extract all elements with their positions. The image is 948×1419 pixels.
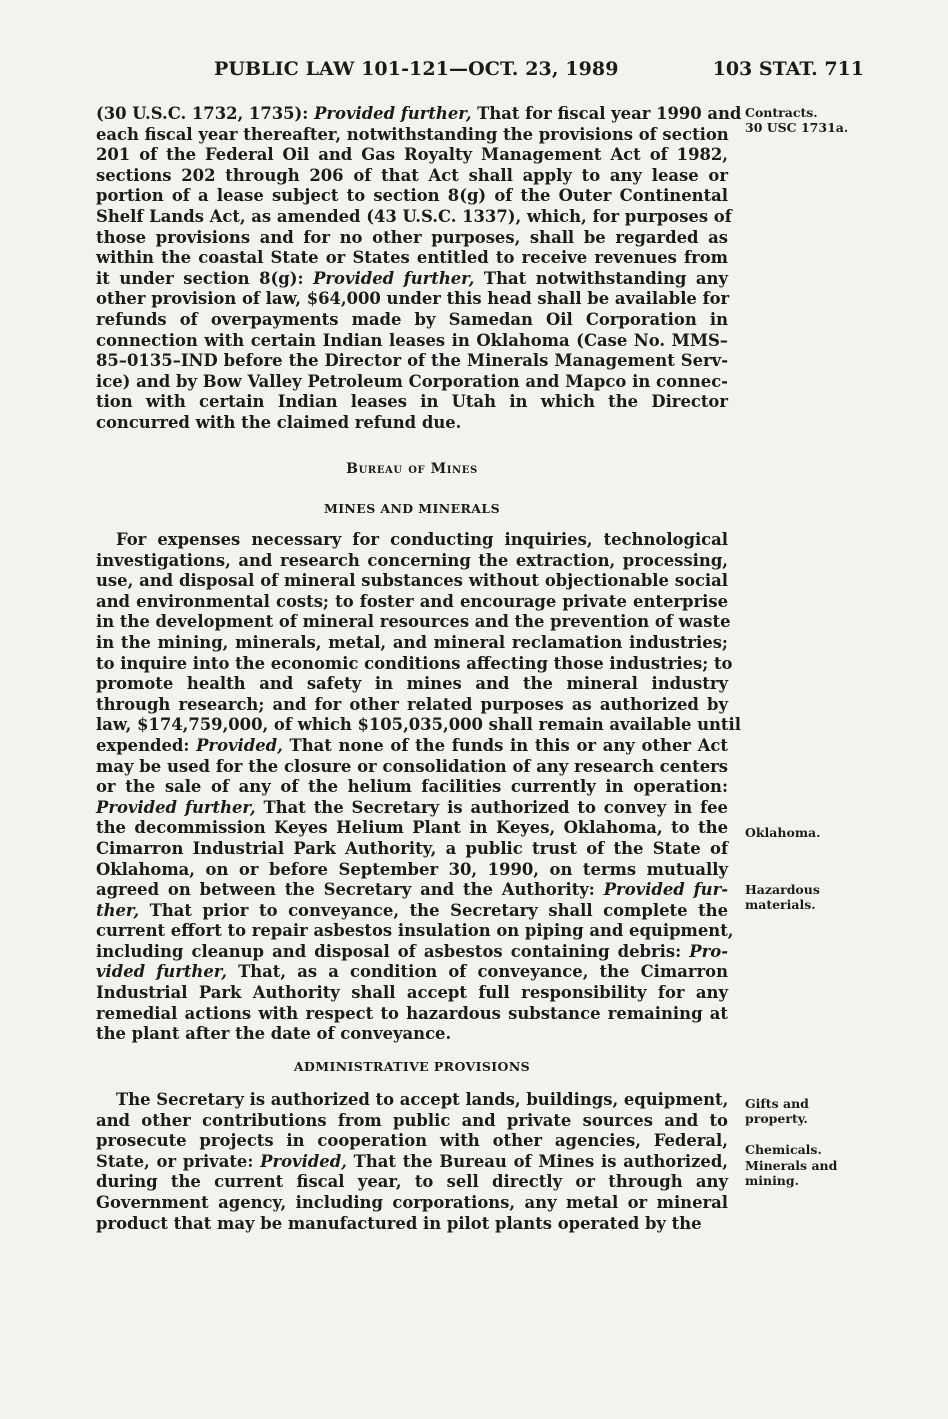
text-line: connection with certain Indian leases in Oklahoma (Case No. MMS– (96, 330, 728, 350)
heading-administrative-provisions: ADMINISTRATIVE PROVISIONS (293, 1059, 531, 1074)
text-line: and environmental costs; to foster and encourage private enterprise (96, 591, 728, 611)
text-line: use, and disposal of mineral substances without objectionable social (96, 571, 728, 591)
margin-note-chemicals: Chemicals. (745, 1142, 822, 1157)
text-line: refunds of overpayments made by Samedan Oil Corporation in (96, 309, 728, 329)
text-line: including cleanup and disposal of asbestos containing debris: Pro- (96, 941, 728, 961)
text-line: to inquire into the economic conditions affecting those industries; to (96, 653, 733, 673)
text-line: expended: Provided, That none of the funds in this or any other Act (96, 735, 728, 755)
text-line: remedial actions with respect to hazardous substance remaining at (96, 1003, 728, 1023)
margin-note-contracts-label: Contracts. (745, 105, 818, 120)
text-line: investigations, and research concerning the extraction, processing, (96, 550, 728, 570)
text-line: law, $174,759,000, of which $105,035,000 shall remain available until (96, 715, 741, 735)
margin-note-minerals-mining: Minerals and mining. (745, 1158, 838, 1188)
margin-note-usc-citation: 30 USC 1731a. (745, 119, 849, 135)
text-line: through research; and for other related purposes as authorized by (96, 694, 728, 714)
text-line: Provided further, That the Secretary is authorized to convey in fee (96, 797, 728, 817)
paragraph-text (96, 1090, 728, 1234)
text-line: portion of a lease subject to section 8(g) of the Outer Continental (96, 186, 728, 206)
text-line: promote health and safety in mines and the mineral industry (96, 674, 728, 694)
text-line: tion with certain Indian leases in Utah in which the Director (96, 392, 728, 412)
text-line: vided further, That, as a condition of conveyance, the Cimarron (96, 962, 728, 982)
text-line: the decommission Keyes Helium Plant in Keyes, Oklahoma, to the (96, 818, 728, 838)
paragraph-administrative-provisions (96, 1090, 728, 1234)
text-line: product that may be manufactured in pilot plants operated by the (96, 1213, 702, 1233)
text-line: For expenses necessary for conducting inquiries, technological (116, 530, 728, 549)
paragraph-text (96, 530, 741, 1045)
statute-page-number: 103 STAT. 711 (712, 58, 864, 80)
heading-mines-and-minerals: MINES AND MINERALS (323, 501, 501, 516)
text-line: it under section 8(g): Provided further, That notwithstanding any (96, 268, 728, 288)
text-line: Government agency, including corporations, any metal or mineral (96, 1192, 728, 1212)
text-line: Industrial Park Authority shall accept full responsibility for any (96, 983, 728, 1003)
text-line: current effort to repair asbestos insulation on piping and equipment, (96, 921, 734, 941)
text-line: sections 202 through 206 of that Act shall apply to any lease or (96, 165, 728, 185)
paragraph-royalty-provisions (96, 104, 742, 434)
text-line: State, or private: Provided, That the Bureau of Mines is authorized, (96, 1151, 729, 1171)
heading-bureau-of-mines: Bureau of Mines (346, 461, 478, 477)
public-law-citation: PUBLIC LAW 101-121—OCT. 23, 1989 (214, 58, 619, 80)
text-line: the plant after the date of conveyance. (96, 1024, 452, 1044)
text-line: in the mining, minerals, metal, and mineral reclamation industries; (96, 632, 728, 652)
running-header (214, 58, 864, 88)
text-line: those provisions and for no other purposes, shall be regarded as (96, 227, 728, 247)
text-line: Oklahoma, on or before September 30, 1990, on terms mutually (96, 859, 728, 879)
text-line: 85–0135–IND before the Director of the Minerals Management Serv- (96, 351, 728, 371)
margin-note-gifts-property: Gifts and property. (745, 1096, 809, 1126)
text-line: other provision of law, $64,000 under this head shall be available for (96, 289, 730, 309)
text-line: or the sale of any of the helium facilities currently in operation: (96, 777, 728, 797)
margin-note-contracts (745, 106, 865, 135)
margin-note-oklahoma: Oklahoma. (745, 825, 821, 840)
text-line: during the current fiscal year, to sell directly or through any (96, 1172, 728, 1192)
text-line: in the development of mineral resources and the prevention of waste (96, 612, 731, 632)
text-line: within the coastal State or States entitled to receive revenues from (96, 248, 728, 268)
text-line: (30 U.S.C. 1732, 1735): Provided further, That for fiscal year 1990 and (96, 104, 742, 123)
text-line: each fiscal year thereafter, notwithstanding the provisions of section (96, 124, 729, 144)
paragraph-mines-and-minerals (96, 530, 741, 1045)
text-line: The Secretary is authorized to accept lands, buildings, equipment, (116, 1090, 729, 1109)
text-line: prosecute projects in cooperation with other agencies, Federal, (96, 1131, 728, 1151)
paragraph-text (96, 104, 742, 434)
text-line: concurred with the claimed refund due. (96, 412, 462, 432)
text-line: Shelf Lands Act, as amended (43 U.S.C. 1337), which, for purposes of (96, 206, 732, 226)
text-line: ice) and by Bow Valley Petroleum Corporation and Mapco in connec- (96, 371, 728, 391)
text-line: agreed on between the Secretary and the Authority: Provided fur- (96, 880, 729, 900)
text-line: 201 of the Federal Oil and Gas Royalty Management Act of 1982, (96, 145, 728, 165)
text-line: and other contributions from public and private sources and to (96, 1110, 728, 1130)
text-line: ther, That prior to conveyance, the Secretary shall complete the (96, 900, 728, 920)
text-line: may be used for the closure or consolidation of any research centers (96, 756, 728, 776)
text-line: Cimarron Industrial Park Authority, a public trust of the State of (96, 838, 728, 858)
margin-note-hazardous-materials: Hazardous materials. (745, 882, 820, 912)
